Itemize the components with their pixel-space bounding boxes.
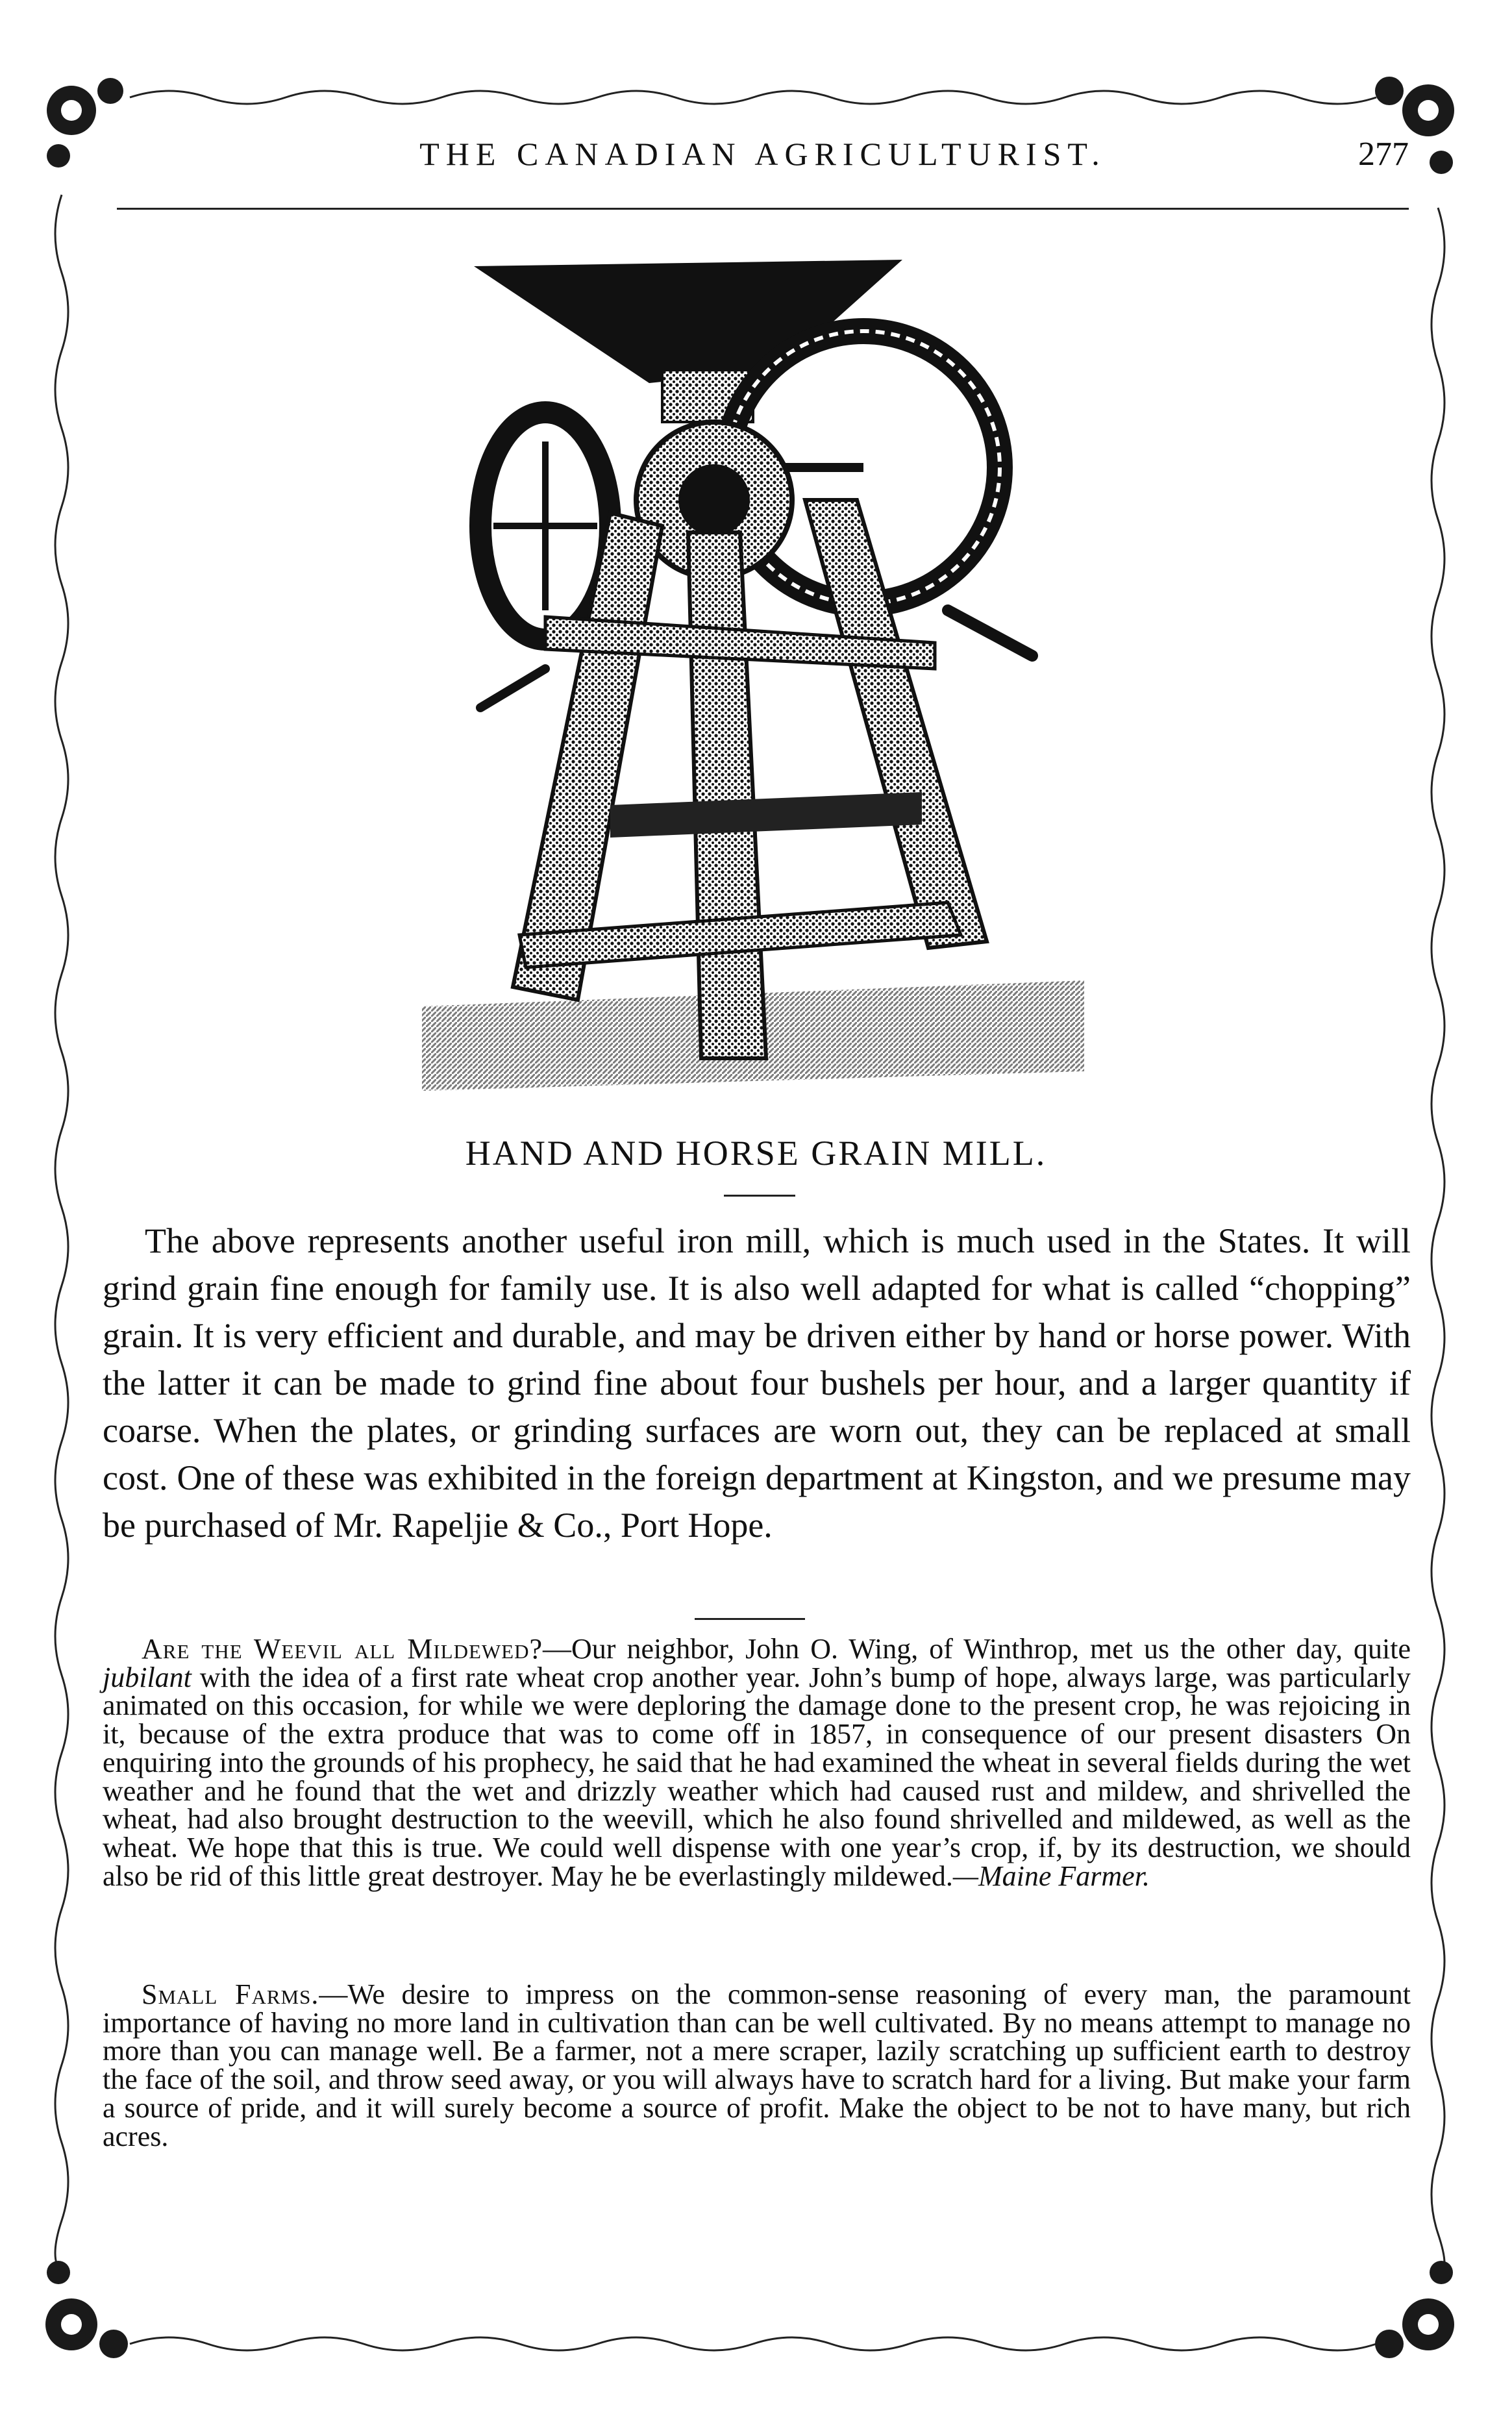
weevil-paragraph bbox=[103, 1635, 1411, 1890]
article-paragraph: The above represents another useful iron mill, which is much used in the States. It will grind grain fine enough for family use. It is also well adapted for what is called “chopping” grain. It is very efficient and durable, and may be driven either by hand or horse power. With the latter it can be made to grind fine about four bushels per hour, and a larger quantity if coarse. When the plates, or grinding surfaces are worn out, they can be replaced at small cost. One of these was exhibited in the foreign department at Kingston, and we presume may be purchased of Mr. Rapeljie & Co., Port Hope. bbox=[103, 1221, 1411, 1545]
article-body bbox=[103, 1217, 1411, 1549]
grain-mill-illustration bbox=[415, 253, 1091, 1091]
weevil-note bbox=[103, 1635, 1411, 1890]
weevil-text-2: with the idea of a first rate wheat crop another year. John’s bump of hope, always large, was particularly animated on this occasion, for while we were deploring the damage done to the present crop, he was rejoicing in it, because of the extra produce that was to come off in 1857, in consequence of our present disasters On enquiring into the grounds of his prophecy, he said that he had examined the wheat in several fields during the wet weather and he found that the wet and drizzly weather which had caused rust and mildew, and shrivelled the wheat, had also brought destruction to the weevill, which he also found shrivelled and mildewed, as well as the wheat. We hope that this is true. We could well dispense with one year’s crop, if, by its destruction, we should also be rid of this little great destroyer. May he be everlastingly mildewed. bbox=[103, 1661, 1411, 1892]
small-farms-text: —We desire to impress on the common-sense reasoning of every man, the paramount importance of having no more land in cultivation than can be well cultivated. By no means attempt to manage no more than you can manage well. Be a farmer, not a mere scraper, lazily scratching up sufficient earth to destroy the face of the soil, and throw seed away, or you will always have to scratch hard for a living. But make your farm a source of pride, and it will surely become a source of profit. Make the object to be not to have many, but rich acres. bbox=[103, 1978, 1411, 2152]
caption-rule bbox=[724, 1195, 795, 1197]
header-rule bbox=[117, 208, 1409, 210]
section-rule bbox=[695, 1618, 805, 1620]
small-farms-note bbox=[103, 1980, 1411, 2150]
weevil-source: —Maine Farmer. bbox=[952, 1860, 1150, 1892]
weevil-italic-word: jubilant bbox=[103, 1661, 192, 1693]
weevil-heading: Are the Weevil all Mildewed? bbox=[142, 1633, 543, 1665]
weevil-text-1: —Our neighbor, John O. Wing, of Winthrop, met us the other day, quite bbox=[543, 1633, 1411, 1665]
page-number: 277 bbox=[1358, 136, 1409, 173]
small-farms-paragraph bbox=[103, 1980, 1411, 2150]
small-farms-heading: Small Farms. bbox=[142, 1978, 319, 2010]
illustration-caption: HAND AND HORSE GRAIN MILL. bbox=[465, 1134, 1047, 1173]
journal-title: THE CANADIAN AGRICULTURIST. bbox=[419, 136, 1106, 172]
running-header bbox=[117, 135, 1409, 180]
